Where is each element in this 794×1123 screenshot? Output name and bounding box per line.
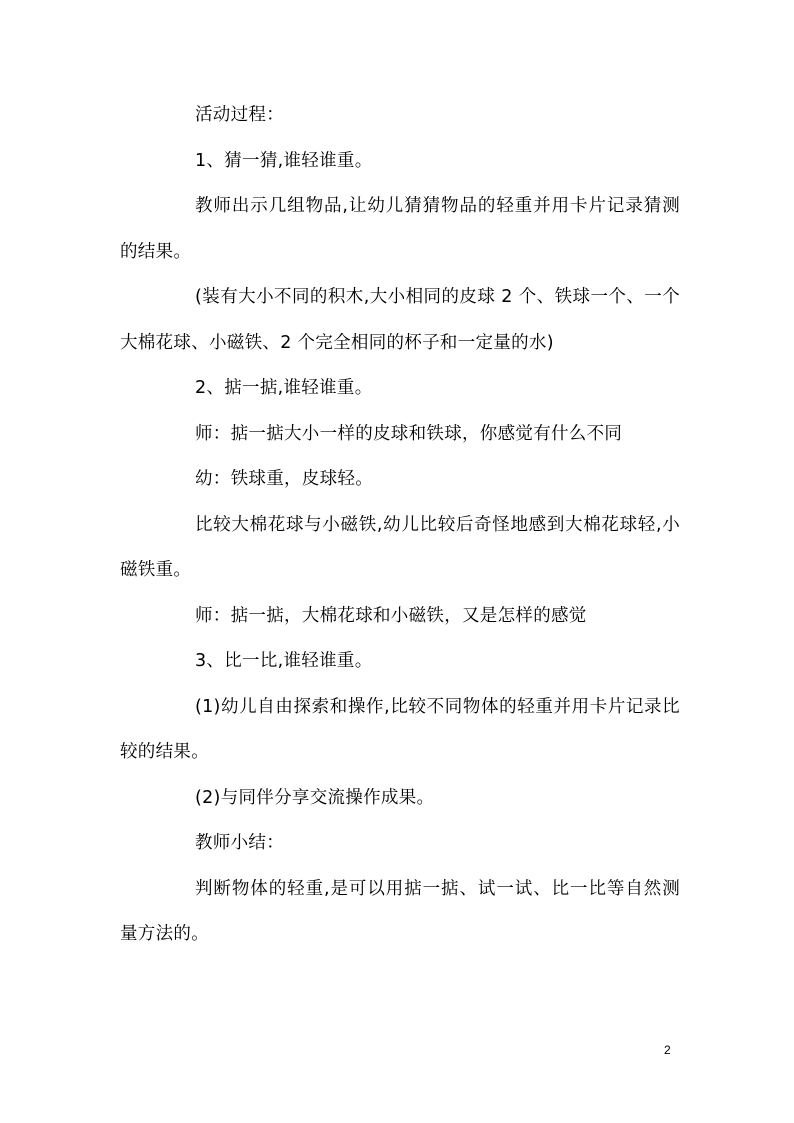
- paragraph-teacher-shows-items: 教师出示几组物品,让幼儿猜猜物品的轻重并用卡片记录猜测的结果。: [120, 196, 680, 262]
- paragraph-step-2-heading: 2、掂一掂,谁轻谁重。: [195, 378, 373, 398]
- paragraph-free-exploration: (1)幼儿自由探索和操作,比较不同物体的轻重并用卡片记录比较的结果。: [120, 696, 680, 762]
- paragraph-teacher-question-1: 师：掂一掂大小一样的皮球和铁球，你感觉有什么不同: [195, 423, 623, 444]
- paragraph-teacher-question-2: 师：掂一掂，大棉花球和小磁铁，又是怎样的感觉: [195, 605, 587, 626]
- paragraph-step-1-heading: 1、猜一猜,谁轻谁重。: [195, 150, 373, 171]
- page-number: 2: [664, 1043, 671, 1057]
- paragraph-share-results: (2)与同伴分享交流操作成果。: [195, 787, 435, 808]
- paragraph-step-3-heading: 3、比一比,谁轻谁重。: [195, 651, 373, 671]
- paragraph-child-answer-1: 幼：铁球重，皮球轻。: [195, 469, 373, 489]
- paragraph-materials-list: (装有大小不同的积木,大小相同的皮球 2 个、铁球一个、一个大棉花球、小磁铁、2 个完全相同的杯子和一定量的水): [120, 287, 680, 353]
- document-body: [120, 93, 680, 958]
- paragraph-compare-cotton-magnet: 比较大棉花球与小磁铁,幼儿比较后奇怪地感到大棉花球轻,小磁铁重。: [120, 514, 680, 580]
- paragraph-activity-process: 活动过程：: [195, 105, 284, 125]
- paragraph-teacher-summary-heading: 教师小结：: [195, 833, 284, 853]
- paragraph-teacher-summary: 判断物体的轻重,是可以用掂一掂、试一试、比一比等自然测量方法的。: [120, 878, 680, 944]
